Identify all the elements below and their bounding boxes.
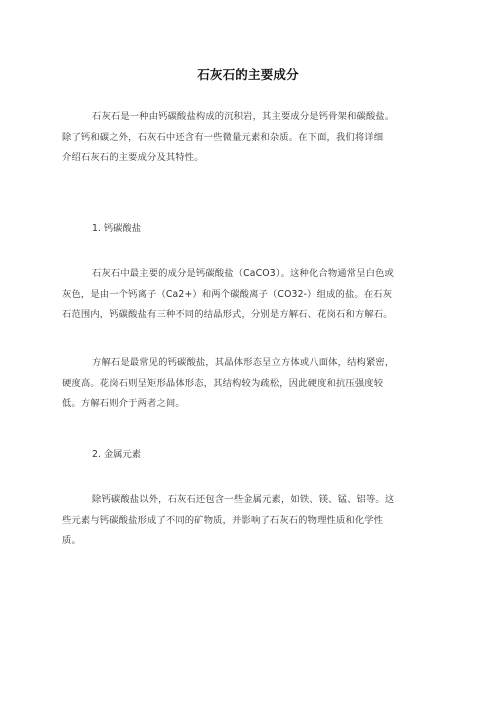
paragraph-line: 灰色，是由一个钙离子（Ca2+）和两个碳酸离子（CO32-）组成的盐。在石灰 <box>62 288 393 300</box>
section-heading-metal-elements: 2. 金属元素 <box>92 449 142 460</box>
paragraph-intro <box>62 107 438 169</box>
paragraph-line: 些元素与钙碳酸盐形成了不同的矿物质，并影响了石灰石的物理性质和化学性 <box>62 514 384 526</box>
paragraph-line: 低。方解石则介于两者之间。 <box>62 398 185 409</box>
paragraph-crystal-forms <box>62 353 438 415</box>
paragraph-line: 除钙碳酸盐以外，石灰石还包含一些金属元素，如铁、镁、锰、铝等。这 <box>92 494 395 505</box>
paragraph-line: 介绍石灰石的主要成分及其特性。 <box>62 152 204 163</box>
paragraph-line: 石范围内，钙碳酸盐有三种不同的结晶形式，分别是方解石、花岗石和方解石。 <box>62 309 393 320</box>
paragraph-metal-elements <box>62 490 438 552</box>
paragraph-line: 硬度高。花岗石则呈矩形晶体形态，其结构较为疏松，因此硬度和抗压强度较 <box>62 377 384 389</box>
paragraph-line: 质。 <box>62 535 81 546</box>
paragraph-line: 石灰石是一种由钙碳酸盐构成的沉积岩，其主要成分是钙骨架和碳酸盐。 <box>92 111 395 122</box>
paragraph-line: 方解石是最常见的钙碳酸盐，其晶体形态呈立方体或八面体，结构紧密， <box>92 357 395 368</box>
section-heading-calcium-carbonate: 1. 钙碳酸盐 <box>92 223 142 234</box>
paragraph-calcium-carbonate <box>62 264 438 326</box>
paragraph-line: 除了钙和碳之外，石灰石中还含有一些微量元素和杂质。在下面，我们将详细 <box>62 131 384 143</box>
paragraph-line: 石灰石中最主要的成分是钙碳酸盐（CaCO3）。这种化合物通常呈白色或 <box>92 268 394 279</box>
document-title: 石灰石的主要成分 <box>197 67 299 82</box>
